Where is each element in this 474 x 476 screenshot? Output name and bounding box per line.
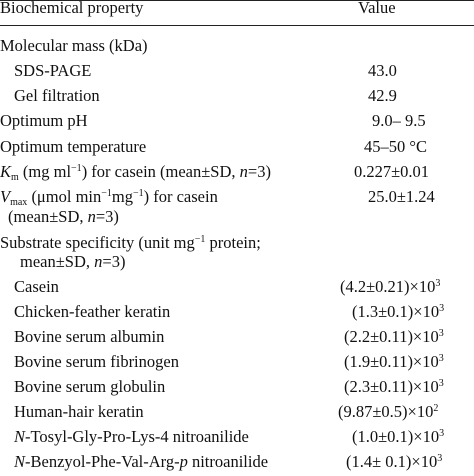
value-exponent: 2 bbox=[433, 403, 439, 414]
table-row bbox=[0, 302, 474, 326]
header-property: Biochemical property bbox=[0, 0, 144, 17]
table-row bbox=[0, 277, 474, 301]
n-value: =3) bbox=[102, 252, 126, 271]
row-value bbox=[344, 352, 444, 372]
header-rule bbox=[0, 25, 474, 26]
table-row bbox=[0, 86, 474, 110]
table-row bbox=[0, 111, 474, 135]
table-row bbox=[0, 36, 474, 60]
row-value: 9.0– 9.5 bbox=[372, 111, 426, 130]
vmax-tail: ) for casein bbox=[143, 187, 218, 206]
table-row bbox=[0, 162, 474, 186]
row-value: 0.227±0.01 bbox=[354, 162, 430, 181]
km-exponent: −1 bbox=[71, 163, 82, 174]
vmax-exponent-2: −1 bbox=[132, 188, 144, 199]
table-row bbox=[0, 352, 474, 376]
n-symbol: n bbox=[239, 162, 248, 181]
substrate-line2: mean±SD, bbox=[20, 252, 95, 271]
table-row bbox=[0, 137, 474, 161]
header-row bbox=[0, 0, 474, 22]
table-row bbox=[0, 427, 474, 451]
table-row bbox=[0, 402, 474, 426]
row-label bbox=[0, 162, 271, 182]
row-label: Human-hair keratin bbox=[14, 402, 144, 421]
vmax-line2: (mean±SD, bbox=[8, 207, 88, 226]
n-symbol: n bbox=[87, 207, 96, 226]
row-value: 25.0±1.24 bbox=[368, 187, 435, 206]
n-prefix: N bbox=[14, 427, 26, 446]
value-exponent: 3 bbox=[435, 278, 441, 289]
value-text: (2.2±0.11)×10 bbox=[344, 327, 439, 346]
value-text: (1.3±0.1)×10 bbox=[352, 302, 440, 321]
row-label: SDS-PAGE bbox=[14, 61, 92, 80]
value-text: (2.3±0.11)×10 bbox=[344, 377, 439, 396]
p-suffix: p bbox=[179, 452, 188, 471]
row-label: Optimum temperature bbox=[0, 137, 147, 156]
value-text: (1.0±0.1)×10 bbox=[352, 427, 440, 446]
row-label: Bovine serum globulin bbox=[14, 377, 166, 396]
value-text: (4.2±0.21)×10 bbox=[340, 277, 436, 296]
vmax-exponent-1: −1 bbox=[101, 188, 112, 199]
p-tail: nitroanilide bbox=[187, 452, 269, 471]
label-text: -Tosyl-Gly-Pro-Lys-4 nitroanilide bbox=[25, 427, 249, 446]
table-row bbox=[0, 452, 474, 476]
value-exponent: 3 bbox=[439, 303, 445, 314]
vmax-label: (μmol min bbox=[31, 187, 102, 206]
value-exponent: 3 bbox=[439, 428, 445, 439]
row-value bbox=[344, 377, 444, 397]
table-row-continued bbox=[0, 207, 474, 231]
row-label bbox=[0, 233, 261, 253]
km-tail: ) for casein (mean±SD, bbox=[81, 162, 240, 181]
vmax-symbol: V bbox=[0, 187, 11, 206]
row-label bbox=[14, 427, 249, 447]
label-text: -Benzyol-Phe-Val-Arg- bbox=[25, 452, 180, 471]
table-row bbox=[0, 61, 474, 85]
table-row bbox=[0, 377, 474, 401]
n-prefix: N bbox=[14, 452, 26, 471]
row-label: Chicken-feather keratin bbox=[14, 302, 171, 321]
value-text: (1.4± 0.1)×10 bbox=[346, 452, 438, 471]
vmax-mid: mg bbox=[111, 187, 133, 206]
row-label: Optimum pH bbox=[0, 111, 88, 130]
value-text: (1.9±0.11)×10 bbox=[344, 352, 439, 371]
row-label-continued bbox=[8, 207, 119, 227]
row-label bbox=[14, 452, 268, 472]
n-value: =3) bbox=[247, 162, 271, 181]
row-value: 43.0 bbox=[368, 61, 397, 80]
row-value bbox=[344, 327, 444, 347]
row-label bbox=[0, 187, 218, 207]
n-value: =3) bbox=[95, 207, 119, 226]
row-value bbox=[352, 427, 444, 447]
row-label: Molecular mass (kDa) bbox=[0, 36, 148, 55]
value-exponent: 3 bbox=[438, 353, 444, 364]
row-value: 42.9 bbox=[368, 86, 397, 105]
km-label: (mg ml bbox=[22, 162, 72, 181]
row-label: Bovine serum albumin bbox=[14, 327, 165, 346]
value-exponent: 3 bbox=[437, 453, 443, 464]
row-label-continued bbox=[20, 252, 125, 272]
n-symbol: n bbox=[94, 252, 103, 271]
value-exponent: 3 bbox=[438, 328, 444, 339]
km-symbol: K bbox=[0, 162, 12, 181]
row-label: Bovine serum fibrinogen bbox=[14, 352, 179, 371]
row-value bbox=[346, 452, 442, 472]
substrate-exponent: −1 bbox=[194, 234, 206, 245]
value-text: (9.87±0.5)×10 bbox=[338, 402, 434, 421]
row-value: 45–50 °C bbox=[364, 137, 427, 156]
vmax-subscript: max bbox=[10, 197, 28, 208]
row-value bbox=[338, 402, 438, 422]
table-row bbox=[0, 327, 474, 351]
row-value bbox=[352, 302, 444, 322]
substrate-tail: protein; bbox=[205, 233, 261, 252]
table-row-continued bbox=[0, 252, 474, 276]
substrate-label: Substrate specificity (unit mg bbox=[0, 233, 195, 252]
value-exponent: 3 bbox=[438, 378, 444, 389]
row-value bbox=[340, 277, 440, 297]
km-subscript: m bbox=[11, 172, 19, 183]
header-value: Value bbox=[358, 0, 396, 17]
row-label: Casein bbox=[14, 277, 59, 296]
row-label: Gel filtration bbox=[14, 86, 100, 105]
